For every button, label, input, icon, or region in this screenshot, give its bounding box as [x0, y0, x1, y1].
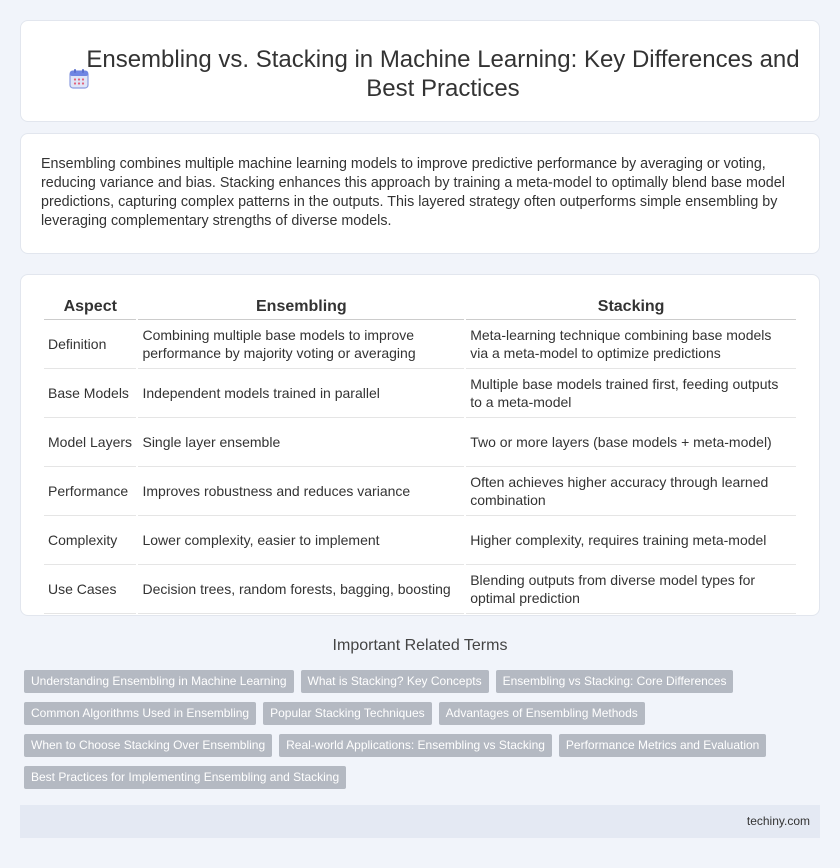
- row-stacking: Multiple base models trained first, feeding outputs to a meta-model: [466, 369, 796, 418]
- tag-row: [24, 734, 804, 757]
- row-ensembling: Combining multiple base models to improve performance by majority voting or averaging: [138, 320, 464, 369]
- row-aspect: Base Models: [44, 369, 136, 418]
- related-term-tag[interactable]: Performance Metrics and Evaluation: [559, 734, 766, 757]
- footer-site-link[interactable]: techiny.com: [746, 814, 810, 828]
- related-term-tag[interactable]: Understanding Ensembling in Machine Learning: [24, 670, 294, 693]
- related-terms-heading: Important Related Terms: [332, 637, 508, 654]
- row-stacking: Blending outputs from diverse model types for optimal prediction: [466, 565, 796, 614]
- tag-row: [24, 766, 804, 789]
- header-stacking: Stacking: [466, 295, 796, 320]
- related-term-tag[interactable]: Best Practices for Implementing Ensembling and Stacking: [24, 766, 346, 789]
- comparison-table: [42, 295, 798, 614]
- row-aspect: Definition: [44, 320, 136, 369]
- title-card: [20, 20, 820, 122]
- related-term-tag[interactable]: Ensembling vs Stacking: Core Differences: [496, 670, 734, 693]
- row-ensembling: Lower complexity, easier to implement: [138, 516, 464, 565]
- row-ensembling: Improves robustness and reduces variance: [138, 467, 464, 516]
- row-stacking: Two or more layers (base models + meta-model): [466, 418, 796, 467]
- table-row: [44, 516, 796, 565]
- row-aspect: Performance: [44, 467, 136, 516]
- row-stacking: Higher complexity, requires training meta-model: [466, 516, 796, 565]
- row-aspect: Complexity: [44, 516, 136, 565]
- table-header-row: [44, 295, 796, 320]
- related-term-tag[interactable]: When to Choose Stacking Over Ensembling: [24, 734, 272, 757]
- footer: [20, 805, 820, 838]
- table-row: [44, 369, 796, 418]
- row-stacking: Meta-learning technique combining base models via a meta-model to optimize predictions: [466, 320, 796, 369]
- summary-paragraph: Ensembling combines multiple machine learning models to improve predictive performance by averaging or voting, reducing variance and bias. Stacking enhances this approach by training a meta-model to optimally blend base model predictions, capturing complex patterns in the outputs. This layered strategy often outperforms simple ensembling by leveraging complementary strengths of diverse models.: [41, 156, 785, 229]
- related-term-tag[interactable]: Common Algorithms Used in Ensembling: [24, 702, 256, 725]
- tag-row: [24, 702, 804, 725]
- table-row: [44, 467, 796, 516]
- row-stacking: Often achieves higher accuracy through learned combination: [466, 467, 796, 516]
- summary-card: [20, 133, 820, 254]
- table-row: [44, 418, 796, 467]
- related-term-tag[interactable]: Real-world Applications: Ensembling vs Stacking: [279, 734, 552, 757]
- tag-row: [24, 670, 804, 693]
- header-aspect: Aspect: [44, 295, 136, 320]
- comparison-card: [20, 274, 820, 616]
- header-ensembling: Ensembling: [138, 295, 464, 320]
- row-ensembling: Independent models trained in parallel: [138, 369, 464, 418]
- row-aspect: Model Layers: [44, 418, 136, 467]
- page-title: Ensembling vs. Stacking in Machine Learning: Key Differences and Best Practices: [86, 46, 800, 102]
- row-aspect: Use Cases: [44, 565, 136, 614]
- related-term-tag[interactable]: Popular Stacking Techniques: [263, 702, 432, 725]
- table-row: [44, 320, 796, 369]
- related-term-tag[interactable]: Advantages of Ensembling Methods: [439, 702, 645, 725]
- related-terms-tags: [24, 670, 804, 798]
- table-row: [44, 565, 796, 614]
- row-ensembling: Decision trees, random forests, bagging, boosting: [138, 565, 464, 614]
- related-term-tag[interactable]: What is Stacking? Key Concepts: [301, 670, 489, 693]
- row-ensembling: Single layer ensemble: [138, 418, 464, 467]
